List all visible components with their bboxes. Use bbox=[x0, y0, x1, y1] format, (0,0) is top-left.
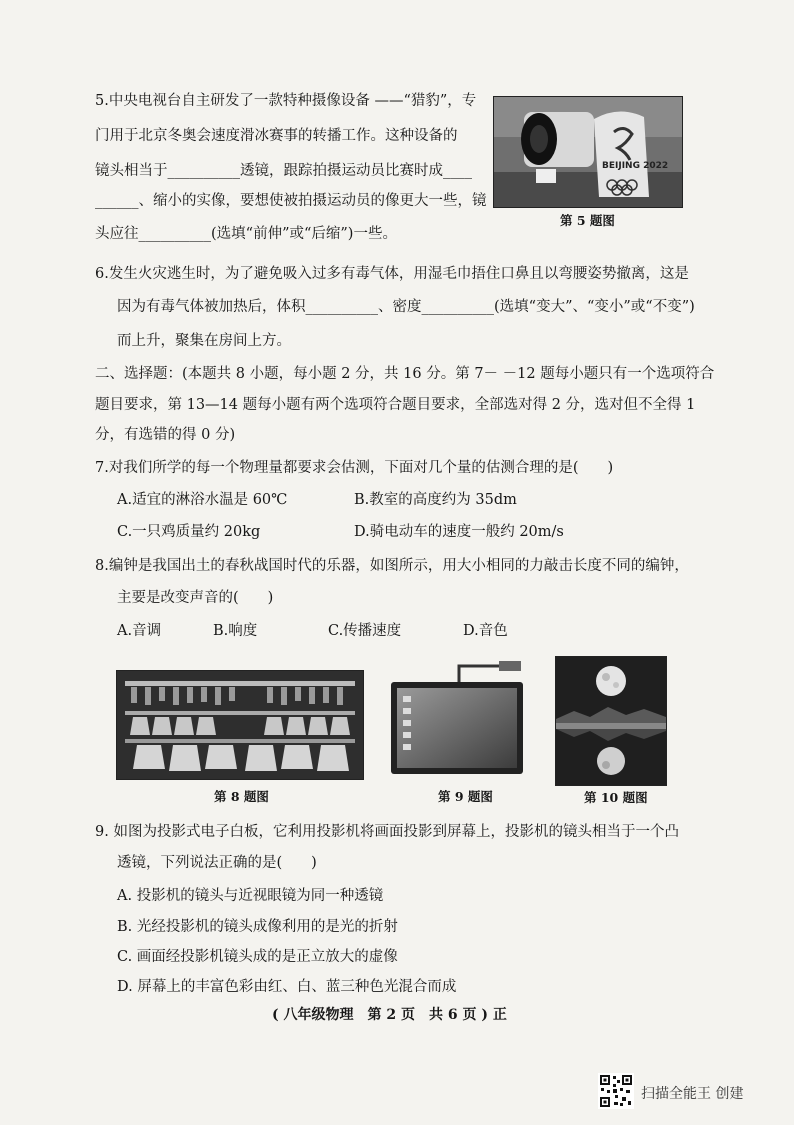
q7-option-c: C.一只鸡质量约 20kg bbox=[117, 524, 261, 540]
q5-photo-camera bbox=[493, 96, 683, 208]
page-footer: ( 八年级物理 第 2 页 共 6 页 ) 正 bbox=[272, 1007, 507, 1023]
q8-option-a: A.音调 bbox=[117, 623, 162, 639]
q8-option-b: B.响度 bbox=[213, 623, 258, 639]
q5-line-2: 门用于北京冬奥会速度滑冰赛事的转播工作。这种设备的 bbox=[95, 128, 458, 144]
q5-line-1: 5.中央电视台自主研发了一款特种摄像设备 ——“猎豹”，专 bbox=[95, 93, 477, 109]
fig8-bianzhong-photo bbox=[116, 670, 364, 780]
q9-line-2: 透镜，下列说法正确的是( ) bbox=[117, 855, 317, 871]
q9-line-1: 9. 如图为投影式电子白板，它利用投影机将画面投影到屏幕上，投影机的镜头相当于一个凸 bbox=[95, 824, 679, 840]
fig9-caption: 第 9 题图 bbox=[438, 789, 493, 804]
q5-photo-text: BEIJING 2022 bbox=[602, 161, 669, 171]
moon-illustration bbox=[556, 657, 666, 785]
q5-line-4: ______、缩小的实像，要想使被拍摄运动员的像更大一些，镜 bbox=[95, 193, 487, 209]
section-2-line-2: 题目要求，第 13—14 题每小题有两个选项符合题目要求，全部选对得 2 分，选对但不全得 1 bbox=[95, 397, 696, 413]
q7-option-d: D.骑电动车的速度一般约 20m/s bbox=[354, 524, 564, 540]
q8-option-c: C.传播速度 bbox=[328, 623, 402, 639]
fig8-caption: 第 8 题图 bbox=[214, 789, 269, 804]
section-2-line-3: 分，有选错的得 0 分) bbox=[95, 427, 236, 443]
q8-option-d: D.音色 bbox=[463, 623, 508, 639]
q7-option-a: A.适宜的淋浴水温是 60℃ bbox=[117, 492, 288, 508]
fig9-whiteboard-photo bbox=[387, 660, 527, 778]
q9-option-c: C. 画面经投影机镜头成的是正立放大的虚像 bbox=[117, 949, 398, 965]
q9-option-b: B. 光经投影机的镜头成像利用的是光的折射 bbox=[117, 919, 398, 935]
section-2-line-1: 二、选择题：(本题共 8 小题，每小题 2 分，共 16 分。第 7－ －12 题每小题只有一个选项符合 bbox=[95, 366, 715, 382]
camera-illustration bbox=[494, 97, 682, 207]
qr-code-icon bbox=[598, 1073, 634, 1109]
q5-line-5: 头应往__________(选填“前伸”或“后缩”)一些。 bbox=[95, 226, 397, 242]
q6-line-1: 6.发生火灾逃生时，为了避免吸入过多有毒气体，用湿毛巾捂住口鼻且以弯腰姿势撤离，这是 bbox=[95, 266, 689, 282]
q8-line-2: 主要是改变声音的( ) bbox=[117, 590, 274, 606]
q8-line-1: 8.编钟是我国出土的春秋战国时代的乐器，如图所示，用大小相同的力敲击长度不同的编钟， bbox=[95, 558, 689, 574]
q7-option-b: B.教室的高度约为 35dm bbox=[354, 492, 517, 508]
q9-option-a: A. 投影机的镜头与近视眼镜为同一种透镜 bbox=[117, 888, 384, 904]
q6-line-3: 而上升，聚集在房间上方。 bbox=[117, 333, 291, 349]
q9-option-d: D. 屏幕上的丰富色彩由红、白、蓝三种色光混合而成 bbox=[117, 979, 457, 995]
fig10-moon-reflection-photo bbox=[555, 656, 667, 786]
q5-line-3: 镜头相当于__________透镜，跟踪拍摄运动员比赛时成____ bbox=[95, 163, 472, 179]
whiteboard-illustration bbox=[387, 660, 527, 778]
q5-caption: 第 5 题图 bbox=[560, 213, 615, 228]
scanner-watermark-text: 扫描全能王 创建 bbox=[641, 1086, 744, 1102]
fig10-caption: 第 10 题图 bbox=[584, 790, 648, 805]
q6-line-2: 因为有毒气体被加热后，体积__________、密度__________(选填“变大”、“变小”或“不变”) bbox=[117, 299, 695, 315]
q7-stem: 7.对我们所学的每一个物理量都要求会估测，下面对几个量的估测合理的是( ) bbox=[95, 460, 614, 476]
bells-illustration bbox=[117, 671, 363, 779]
